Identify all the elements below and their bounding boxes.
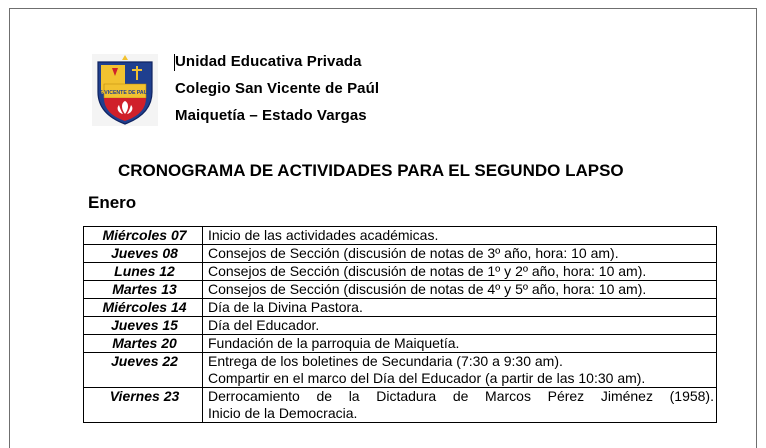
activity-date: Jueves 08 [84,245,203,263]
table-row [84,317,717,335]
activity-description-line: Fundación de la parroquia de Maiquetía. [208,335,460,351]
activity-description [203,299,717,317]
header-school-name: Colegio San Vicente de Paúl [175,80,380,97]
table-row [84,388,717,423]
header-location: Maiquetía – Estado Vargas [175,107,367,124]
activity-date: Lunes 12 [84,263,203,281]
activity-description [203,317,717,335]
activity-description [203,335,717,353]
activity-description-line: Inicio de las actividades académicas. [208,227,439,243]
month-heading: Enero [88,193,137,212]
activity-description-line: Consejos de Sección (discusión de notas de 4º y 5º año, hora: 10 am). [208,281,647,297]
activity-description [203,245,717,263]
table-row [84,281,717,299]
activity-description [203,281,717,299]
activity-date: Jueves 22 [84,353,203,388]
school-crest-logo [92,54,158,126]
activity-date: Miércoles 14 [84,299,203,317]
activity-date: Jueves 15 [84,317,203,335]
activity-date: Viernes 23 [84,388,203,423]
activity-description-line: Día del Educador. [208,317,320,333]
activities-table [83,226,717,423]
document-title: CRONOGRAMA DE ACTIVIDADES PARA EL SEGUNDO LAPSO [118,161,624,180]
table-row [84,245,717,263]
svg-text:S.VICENTE DE PAUL: S.VICENTE DE PAUL [99,90,151,96]
activity-description [203,388,717,423]
activity-description-line: Consejos de Sección (discusión de notas de 1º y 2º año, hora: 10 am). [208,263,647,279]
activity-description-line: Entrega de los boletines de Secundaria (7:30 a 9:30 am). [208,353,563,369]
activity-description-line: Derrocamiento de la Dictadura de Marcos Pérez Jiménez (1958). [208,388,714,404]
activity-description-line: Inicio de la Democracia. [208,405,358,421]
activity-date: Martes 20 [84,335,203,353]
activity-date: Miércoles 07 [84,227,203,245]
activity-description [203,353,717,388]
activity-date: Martes 13 [84,281,203,299]
table-row [84,299,717,317]
activity-description-line: Consejos de Sección (discusión de notas de 3º año, hora: 10 am). [208,245,619,261]
table-row [84,227,717,245]
header-institution-type: Unidad Educativa Privada [175,53,362,70]
activity-description [203,227,717,245]
table-row [84,335,717,353]
activity-description [203,263,717,281]
activity-description-line: Compartir en el marco del Día del Educador (a partir de las 10:30 am). [208,370,646,386]
activity-description-line: Día de la Divina Pastora. [208,299,363,315]
table-row [84,263,717,281]
table-row [84,353,717,388]
